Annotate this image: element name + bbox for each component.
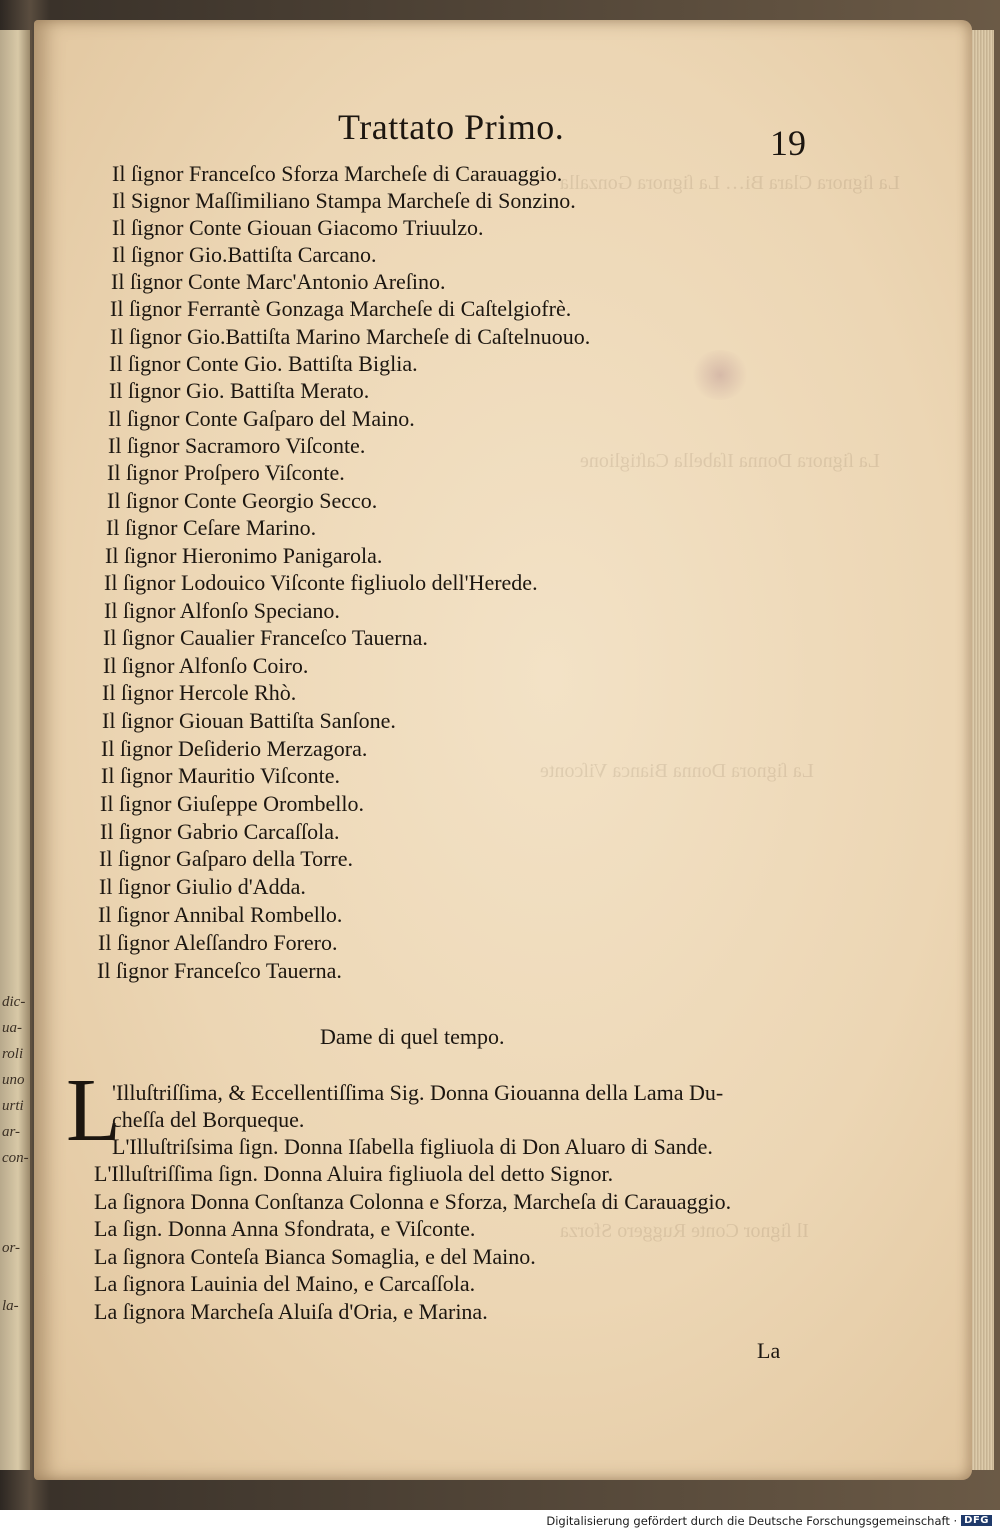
list-item: Il ſignor Gio.Battiſta Carcano. <box>112 242 377 267</box>
list-item: L'Illuſtriſſima ſign. Donna Aluira figliuola del detto Signor. <box>94 1161 614 1186</box>
list-item: Il ſignor Conte Gio. Battiſta Biglia. <box>109 351 418 376</box>
bleed-through-text: La ſignora Donna Bianca Viſconte <box>540 760 814 782</box>
list-item: Il ſignor Giulio d'Adda. <box>99 874 306 899</box>
catchword: La <box>757 1338 781 1363</box>
left-page-fragment: dic- <box>2 994 26 1010</box>
bleed-through-text: Il ſignor Conte Ruggero Sforza <box>560 1220 809 1242</box>
list-item: L'Illuſtriſsima ſign. Donna Iſabella figliuola di Don Aluaro di Sande. <box>112 1134 713 1159</box>
list-item: Il ſignor Gabrio Carcaſſola. <box>100 819 340 844</box>
list-item: Il ſignor Aleſſandro Forero. <box>98 930 338 955</box>
footer-credit-bar <box>0 1510 1000 1531</box>
dfg-logo-icon: DFG <box>961 1515 992 1526</box>
list-item: 'Illuſtriſſima, & Eccellentiſſima Sig. Donna Giouanna della Lama Du- <box>112 1080 724 1105</box>
list-item: Il Signor Maſſimiliano Stampa Marcheſe di Sonzino. <box>112 188 576 213</box>
list-item: Il ſignor Gio. Battiſta Merato. <box>109 378 370 403</box>
list-item: cheſſa del Borqueque. <box>112 1107 305 1132</box>
list-item: Il ſignor Giouan Battiſta Sanſone. <box>102 708 396 733</box>
list-item: Il ſignor Proſpero Viſconte. <box>107 460 345 485</box>
list-item: Il ſignor Conte Marc'Antonio Areſino. <box>111 269 446 294</box>
list-item: Il ſignor Hieronimo Panigarola. <box>105 543 383 568</box>
list-item: Il ſignor Sacramoro Viſconte. <box>108 433 366 458</box>
list-item: Il ſignor Ferrantè Gonzaga Marcheſe di Caſtelgiofrè. <box>110 296 572 321</box>
list-item: Il ſignor Mauritio Viſconte. <box>101 763 341 788</box>
list-item: La ſignora Marcheſa Aluiſa d'Oria, e Marina. <box>94 1299 488 1324</box>
page-header-title: Trattato Primo. <box>338 107 565 147</box>
left-page-fragment: roli <box>2 1046 24 1062</box>
list-item: Il ſignor Hercole Rhò. <box>102 680 297 705</box>
list-item: Il ſignor Alfonſo Speciano. <box>104 598 340 623</box>
list-item: Il ſignor Alfonſo Coiro. <box>103 653 309 678</box>
left-page-fragment: or- <box>2 1240 21 1256</box>
left-page-edge <box>0 30 32 1470</box>
list-item: Il ſignor Caualier Franceſco Tauerna. <box>103 625 428 650</box>
list-item: Il ſignor Annibal Rombello. <box>98 902 343 927</box>
left-page-fragment: ar- <box>2 1124 21 1140</box>
list-item: Il ſignor Gaſparo della Torre. <box>99 846 354 871</box>
drop-cap-initial: L <box>66 1061 121 1160</box>
left-page-fragment: uno <box>2 1072 25 1088</box>
list-item: Il ſignor Lodouico Viſconte figliuolo dell'Herede. <box>104 570 538 595</box>
ink-stain <box>690 350 750 400</box>
list-item: Il ſignor Deſiderio Merzagora. <box>101 736 368 761</box>
page-number: 19 <box>770 123 806 163</box>
list-item: La ſignora Conteſa Bianca Somaglia, e del Maino. <box>94 1244 536 1269</box>
list-item: Il ſignor Giuſeppe Orombello. <box>100 791 364 816</box>
list-item: La ſign. Donna Anna Sfondrata, e Viſconte. <box>94 1216 476 1241</box>
bleed-through-text: La ſignora Donna Iſabella Caſtiglione <box>580 450 880 472</box>
bleed-through-text: La ſignora Clara Bi… La ſignora Gonzalla <box>560 172 900 194</box>
left-page-fragment: la- <box>2 1298 19 1314</box>
list-item: La ſignora Donna Conſtanza Colonna e Sforza, Marcheſa di Carauaggio. <box>94 1189 732 1214</box>
section-heading: Dame di quel tempo. <box>320 1024 505 1049</box>
list-item: Il ſignor Conte Giouan Giacomo Triuulzo. <box>112 215 484 240</box>
list-item: La ſignora Lauinia del Maino, e Carcaſſola. <box>94 1271 476 1296</box>
left-page-fragment: urti <box>2 1098 24 1114</box>
list-item: Il ſignor Ceſare Marino. <box>106 515 317 540</box>
list-item: Il ſignor Franceſco Tauerna. <box>97 958 342 983</box>
list-item: Il ſignor Conte Georgio Secco. <box>107 488 378 513</box>
left-page-fragment: con- <box>2 1150 29 1166</box>
page-stack-edge <box>972 30 994 1470</box>
list-item: Il ſignor Conte Gaſparo del Maino. <box>108 406 415 431</box>
footer-credit-text: Digitalisierung gefördert durch die Deutsche Forschungsgemeinschaft · <box>546 1513 958 1528</box>
left-page-fragment: ua- <box>2 1020 22 1036</box>
list-item: Il ſignor Gio.Battiſta Marino Marcheſe di Caſtelnuouo. <box>110 324 591 349</box>
list-item: Il ſignor Franceſco Sforza Marcheſe di Carauaggio. <box>112 161 563 186</box>
